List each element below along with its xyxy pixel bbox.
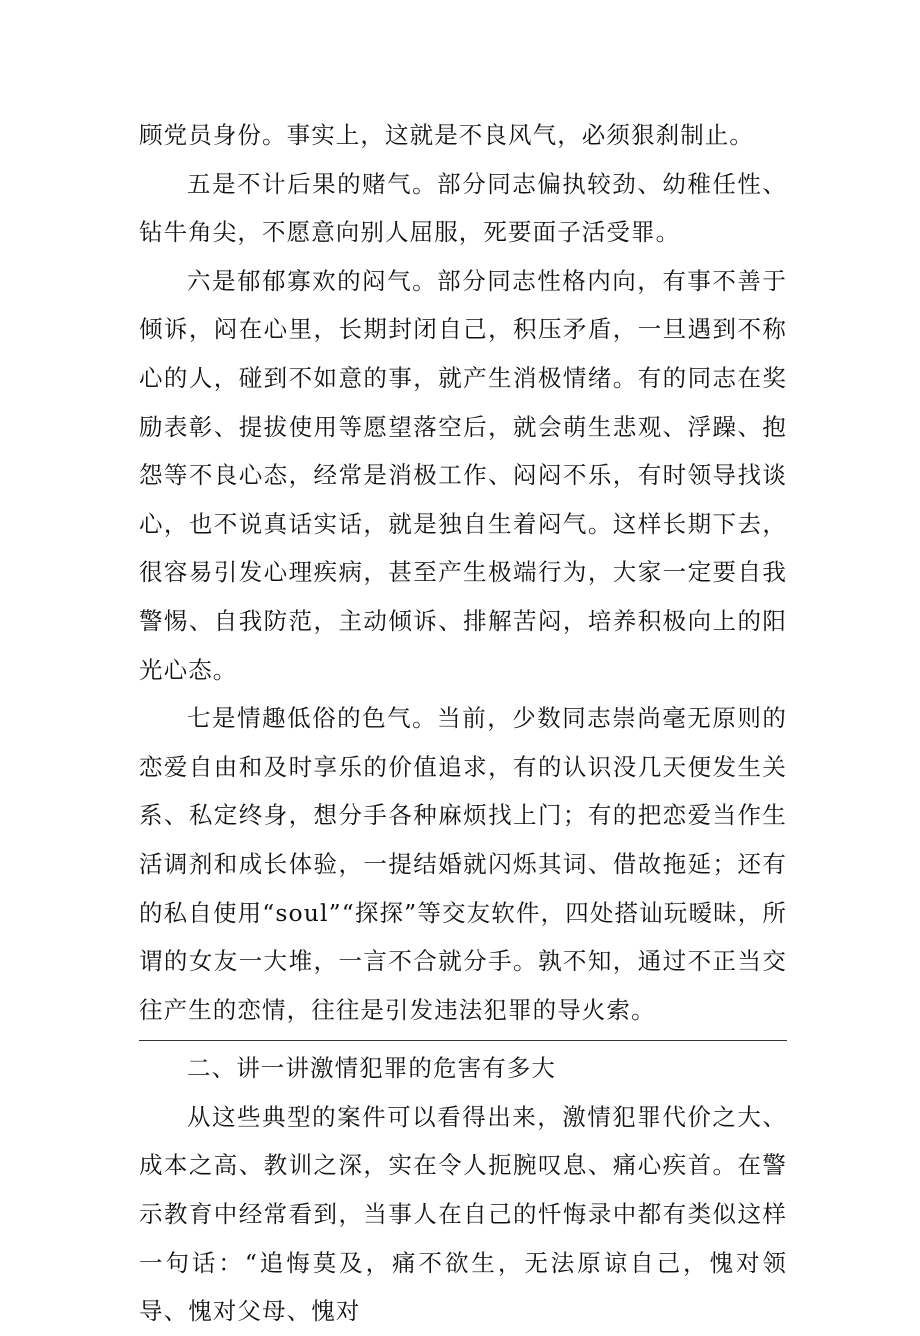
paragraph-item-five: 五是不计后果的赌气。部分同志偏执较劲、幼稚任性、钻牛角尖，不愿意向别人屈服，死要面子活受罪。 [139,169,787,247]
paragraph-item-six: 六是郁郁寡欢的闷气。部分同志性格内向，有事不善于倾诉，闷在心里，长期封闭自己，积压矛盾，一旦遇到不称心的人，碰到不如意的事，就产生消极情绪。有的同志在奖励表彰、提拔使用等愿望落空后，就会萌生悲观、浮躁、抱怨等不良心态，经常是消极工作、闷闷不乐，有时领导找谈心，也不说真话实话，就是独自生着闷气。这样长期下去，很容易引发心理疾病，甚至产生极端行为，大家一定要自我警惕、自我防范，主动倾诉、排解苦闷，培养积极向上的阳光心态。 [139,266,787,684]
section-heading: 二、讲一讲激情犯罪的危害有多大 [187,1054,556,1083]
horizontal-divider [139,1040,787,1041]
document-body [139,111,787,1336]
paragraph-section-two: 从这些典型的案件可以看得出来，激情犯罪代价之大、成本之高、教训之深，实在令人扼腕叹息、痛心疾首。在警示教育中经常看到，当事人在自己的忏悔录中都有类似这样一句话：“追悔莫及，痛不欲生，无法原谅自己，愧对领导、愧对父母、愧对 [139,1102,787,1326]
paragraph-continuation: 顾党员身份。事实上，这就是不良风气，必须狠刹制止。 [139,121,754,149]
paragraph-item-seven: 七是情趣低俗的色气。当前，少数同志崇尚毫无原则的恋爱自由和及时享乐的价值追求，有的认识没几天便发生关系、私定终身，想分手各种麻烦找上门；有的把恋爱当作生活调剂和成长体验，一提结婚就闪烁其词、借故拖延；还有的私自使用“soul”“探探”等交友软件，四处搭讪玩暧昧，所谓的女友一大堆，一言不合就分手。孰不知，通过不正当交往产生的恋情，往往是引发违法犯罪的导火索。 [139,704,787,1024]
